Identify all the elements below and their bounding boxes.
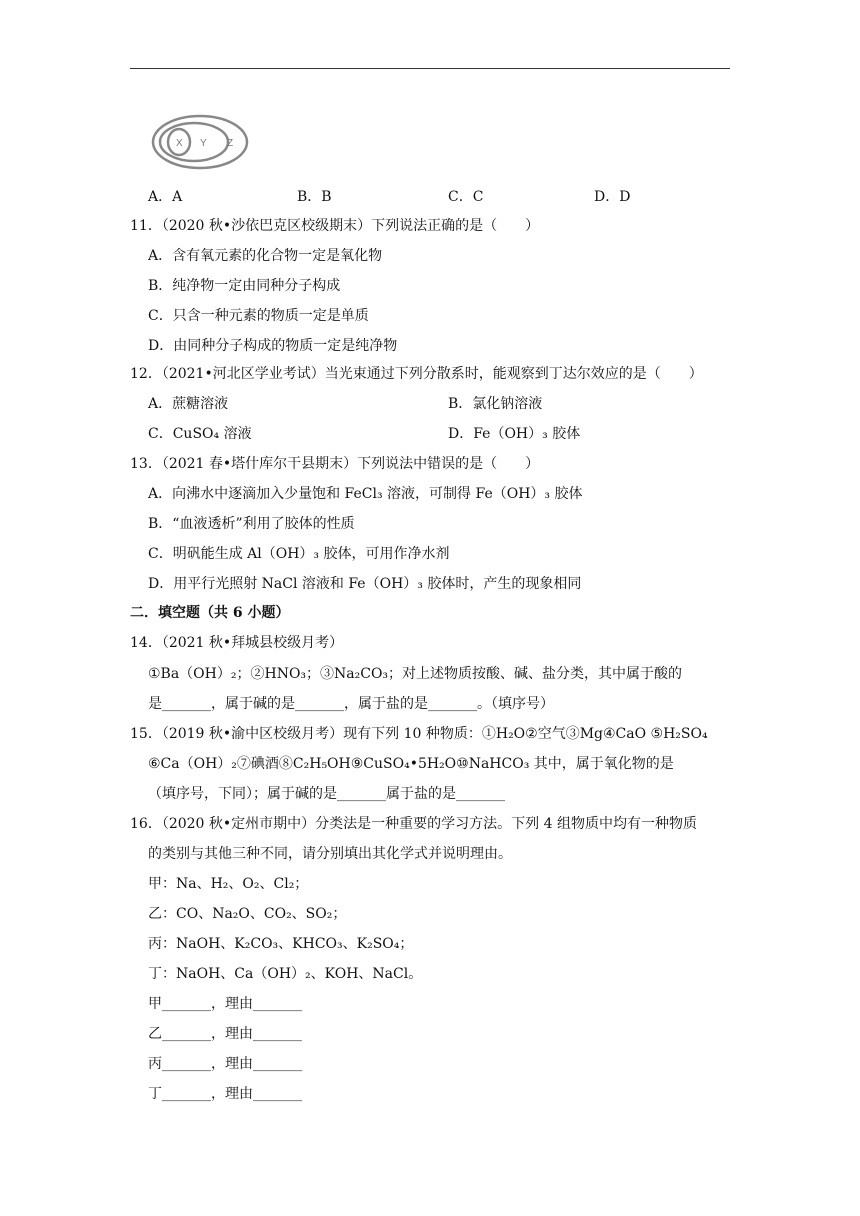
q16-answer-yi: 乙_______，理由_______ — [148, 1026, 302, 1042]
q15-line2: ⑥Ca（OH）₂⑦碘酒⑧C₂H₅OH⑨CuSO₄•5H₂O⑩NaHCO₃ 其中，属于氧化物的是 — [148, 756, 674, 772]
q14-line2: 是_______，属于碱的是_______，属于盐的是_______。（填序号） — [148, 696, 554, 712]
venn-label-y: Y — [200, 138, 207, 149]
q14-line1: ①Ba（OH）₂；②HNO₃；③Na₂CO₃；对上述物质按酸、碱、盐分类，其中属于酸的 — [148, 666, 683, 682]
q12-stem: 12．（2021•河北区学业考试）当光束通过下列分散系时，能观察到丁达尔效应的是（ ） — [130, 366, 703, 382]
q16-answer-ding: 丁_______，理由_______ — [148, 1086, 302, 1102]
q13-stem: 13．（2021 春•塔什库尔干县期末）下列说法中错误的是（ ） — [130, 456, 540, 472]
q14-stem: 14．（2021 秋•拜城县校级月考） — [130, 635, 344, 651]
q10-option-a: A．A — [148, 189, 183, 205]
q10-option-d: D．D — [594, 189, 631, 205]
venn-label-z: Z — [227, 138, 234, 149]
q11-option-b: B．纯净物一定由同种分子构成 — [148, 278, 341, 294]
q16-group-yi: 乙：CO、Na₂O、CO₂、SO₂； — [148, 906, 347, 922]
q10-option-b: B．B — [297, 189, 332, 205]
q12-option-b: B．氯化钠溶液 — [448, 396, 543, 412]
q13-option-d: D．用平行光照射 NaCl 溶液和 Fe（OH）₃ 胶体时，产生的现象相同 — [148, 576, 582, 592]
q16-group-ding: 丁：NaOH、Ca（OH）₂、KOH、NaCl。 — [148, 966, 423, 982]
q15-line3: （填序号，下同）；属于碱的是_______属于盐的是_______ — [148, 786, 505, 802]
q13-option-a: A．向沸水中逐滴加入少量饱和 FeCl₃ 溶液，可制得 Fe（OH）₃ 胶体 — [148, 486, 583, 502]
section-heading: 二．填空题（共 6 小题） — [130, 605, 290, 621]
q13-option-b: B．“血液透析”利用了胶体的性质 — [148, 516, 355, 532]
venn-diagram-icon — [150, 108, 254, 174]
q16-answer-bing: 丙_______，理由_______ — [148, 1056, 302, 1072]
q12-option-d: D．Fe（OH）₃ 胶体 — [448, 426, 581, 442]
q16-line1: 16．（2020 秋•定州市期中）分类法是一种重要的学习方法。下列 4 组物质中均有一种物质 — [130, 816, 697, 832]
venn-label-x: X — [176, 138, 183, 149]
q12-option-c: C．CuSO₄ 溶液 — [148, 426, 252, 442]
q12-option-a: A．蔗糖溶液 — [148, 396, 229, 412]
q11-option-a: A．含有氧元素的化合物一定是氧化物 — [148, 248, 383, 264]
q11-option-d: D．由同种分子构成的物质一定是纯净物 — [148, 338, 398, 354]
header-rule — [130, 68, 730, 69]
q11-option-c: C．只含一种元素的物质一定是单质 — [148, 308, 369, 324]
q16-line2: 的类别与其他三种不同，请分别填出其化学式并说明理由。 — [148, 846, 512, 862]
q16-group-jia: 甲：Na、H₂、O₂、Cl₂； — [148, 876, 309, 892]
q16-answer-jia: 甲_______，理由_______ — [148, 996, 302, 1012]
q15-line1: 15．（2019 秋•渝中区校级月考）现有下列 10 种物质：①H₂O②空气③Mg④CaO ⑤H₂SO₄ — [130, 726, 708, 742]
q13-option-c: C．明矾能生成 Al（OH）₃ 胶体，可用作净水剂 — [148, 546, 450, 562]
q11-stem: 11．（2020 秋•沙依巴克区校级期末）下列说法正确的是（ ） — [130, 218, 540, 234]
q10-option-c: C．C — [448, 189, 484, 205]
q16-group-bing: 丙：NaOH、K₂CO₃、KHCO₃、K₂SO₄； — [148, 936, 414, 952]
